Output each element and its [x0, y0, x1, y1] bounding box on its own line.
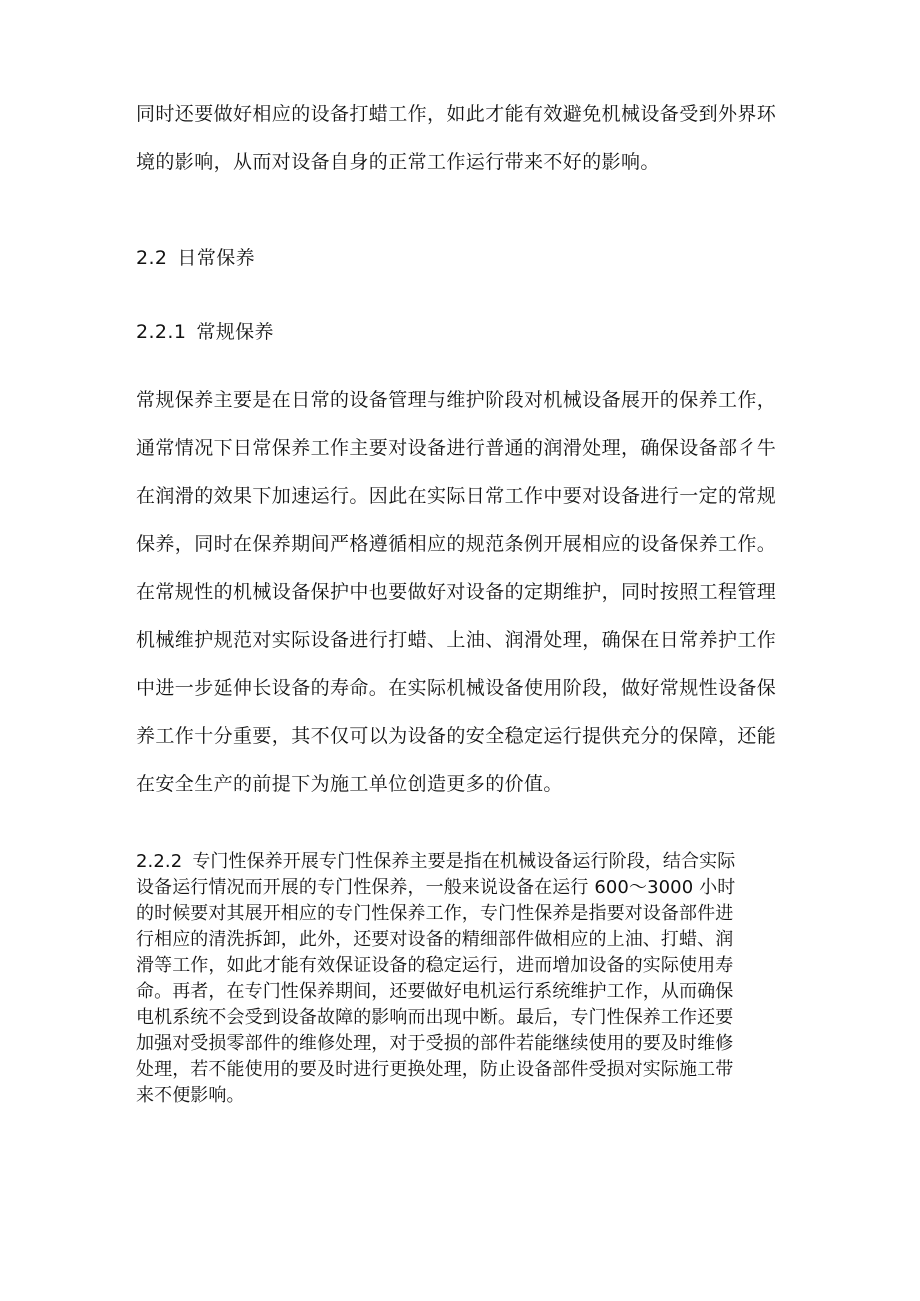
paragraph-line: 加强对受损零部件的维修处理，对于受损的部件若能继续使用的要及时维修	[136, 1033, 734, 1054]
section-heading-2-2-2	[136, 850, 796, 874]
paragraph-line: 同时还要做好相应的设备打蜡工作，如此才能有效避免机械设备受到外界环	[136, 103, 777, 125]
paragraph-line: 常规保养主要是在日常的设备管理与维护阶段对机械设备展开的保养工作，	[136, 389, 777, 411]
section-number: 2.2.2	[136, 851, 183, 872]
section-title: 常规保养	[196, 321, 274, 343]
paragraph-line: 在常规性的机械设备保护中也要做好对设备的定期维护，同时按照工程管理	[136, 581, 777, 603]
paragraph-line: 行相应的清洗拆卸，此外，还要对设备的精细部件做相应的上油、打蜡、润	[136, 929, 734, 950]
paragraph-line: 滑等工作，如此才能有效保证设备的稳定运行，进而增加设备的实际使用寿	[136, 955, 734, 976]
paragraph-line: 处理，若不能使用的要及时进行更换处理，防止设备部件受损对实际施工带	[136, 1059, 734, 1080]
paragraph-line: 来不便影响。	[136, 1085, 245, 1106]
paragraph-line: 通常情况下日常保养工作主要对设备进行普通的润滑处理，确保设备部彳牛	[136, 437, 777, 459]
paragraph-line: 机械维护规范对实际设备进行打蜡、上油、润滑处理，确保在日常养护工作	[136, 629, 777, 651]
paragraph-line: 命。再者，在专门性保养期间，还要做好电机运行系统维护工作，从而确保	[136, 981, 734, 1002]
paragraph-line: 中进一步延伸长设备的寿命。在实际机械设备使用阶段，做好常规性设备保	[136, 677, 777, 699]
paragraph-line: 电机系统不会受到设备故障的影响而出现中断。最后，专门性保养工作还要	[136, 1007, 734, 1028]
section-number: 2.2	[136, 247, 168, 269]
section-heading-2-2-1	[136, 320, 796, 344]
paragraph-line: 专门性保养开展专门性保养主要是指在机械设备运行阶段，结合实际	[192, 851, 736, 872]
paragraph-line: 保养，同时在保养期间严格遵循相应的规范条例开展相应的设备保养工作。	[136, 533, 777, 555]
section-number: 2.2.1	[136, 321, 187, 343]
paragraph-line: 的时候要对其展开相应的专门性保养工作，专门性保养是指要对设备部件进	[136, 903, 734, 924]
paragraph-line: 在润滑的效果下加速运行。因此在实际日常工作中要对设备进行一定的常规	[136, 485, 777, 507]
section-title: 日常保养	[177, 247, 256, 269]
paragraph-line: 境的影响，从而对设备自身的正常工作运行带来不好的影响。	[136, 151, 660, 173]
paragraph-line: 设备运行情况而开展的专门性保养，一般来说设备在运行 600～3000 小时	[136, 877, 736, 898]
paragraph-line: 养工作十分重要，其不仅可以为设备的安全稳定运行提供充分的保障，还能	[136, 725, 777, 747]
section-heading-2-2	[136, 246, 796, 270]
paragraph-line: 在安全生产的前提下为施工单位创造更多的价值。	[136, 773, 563, 795]
